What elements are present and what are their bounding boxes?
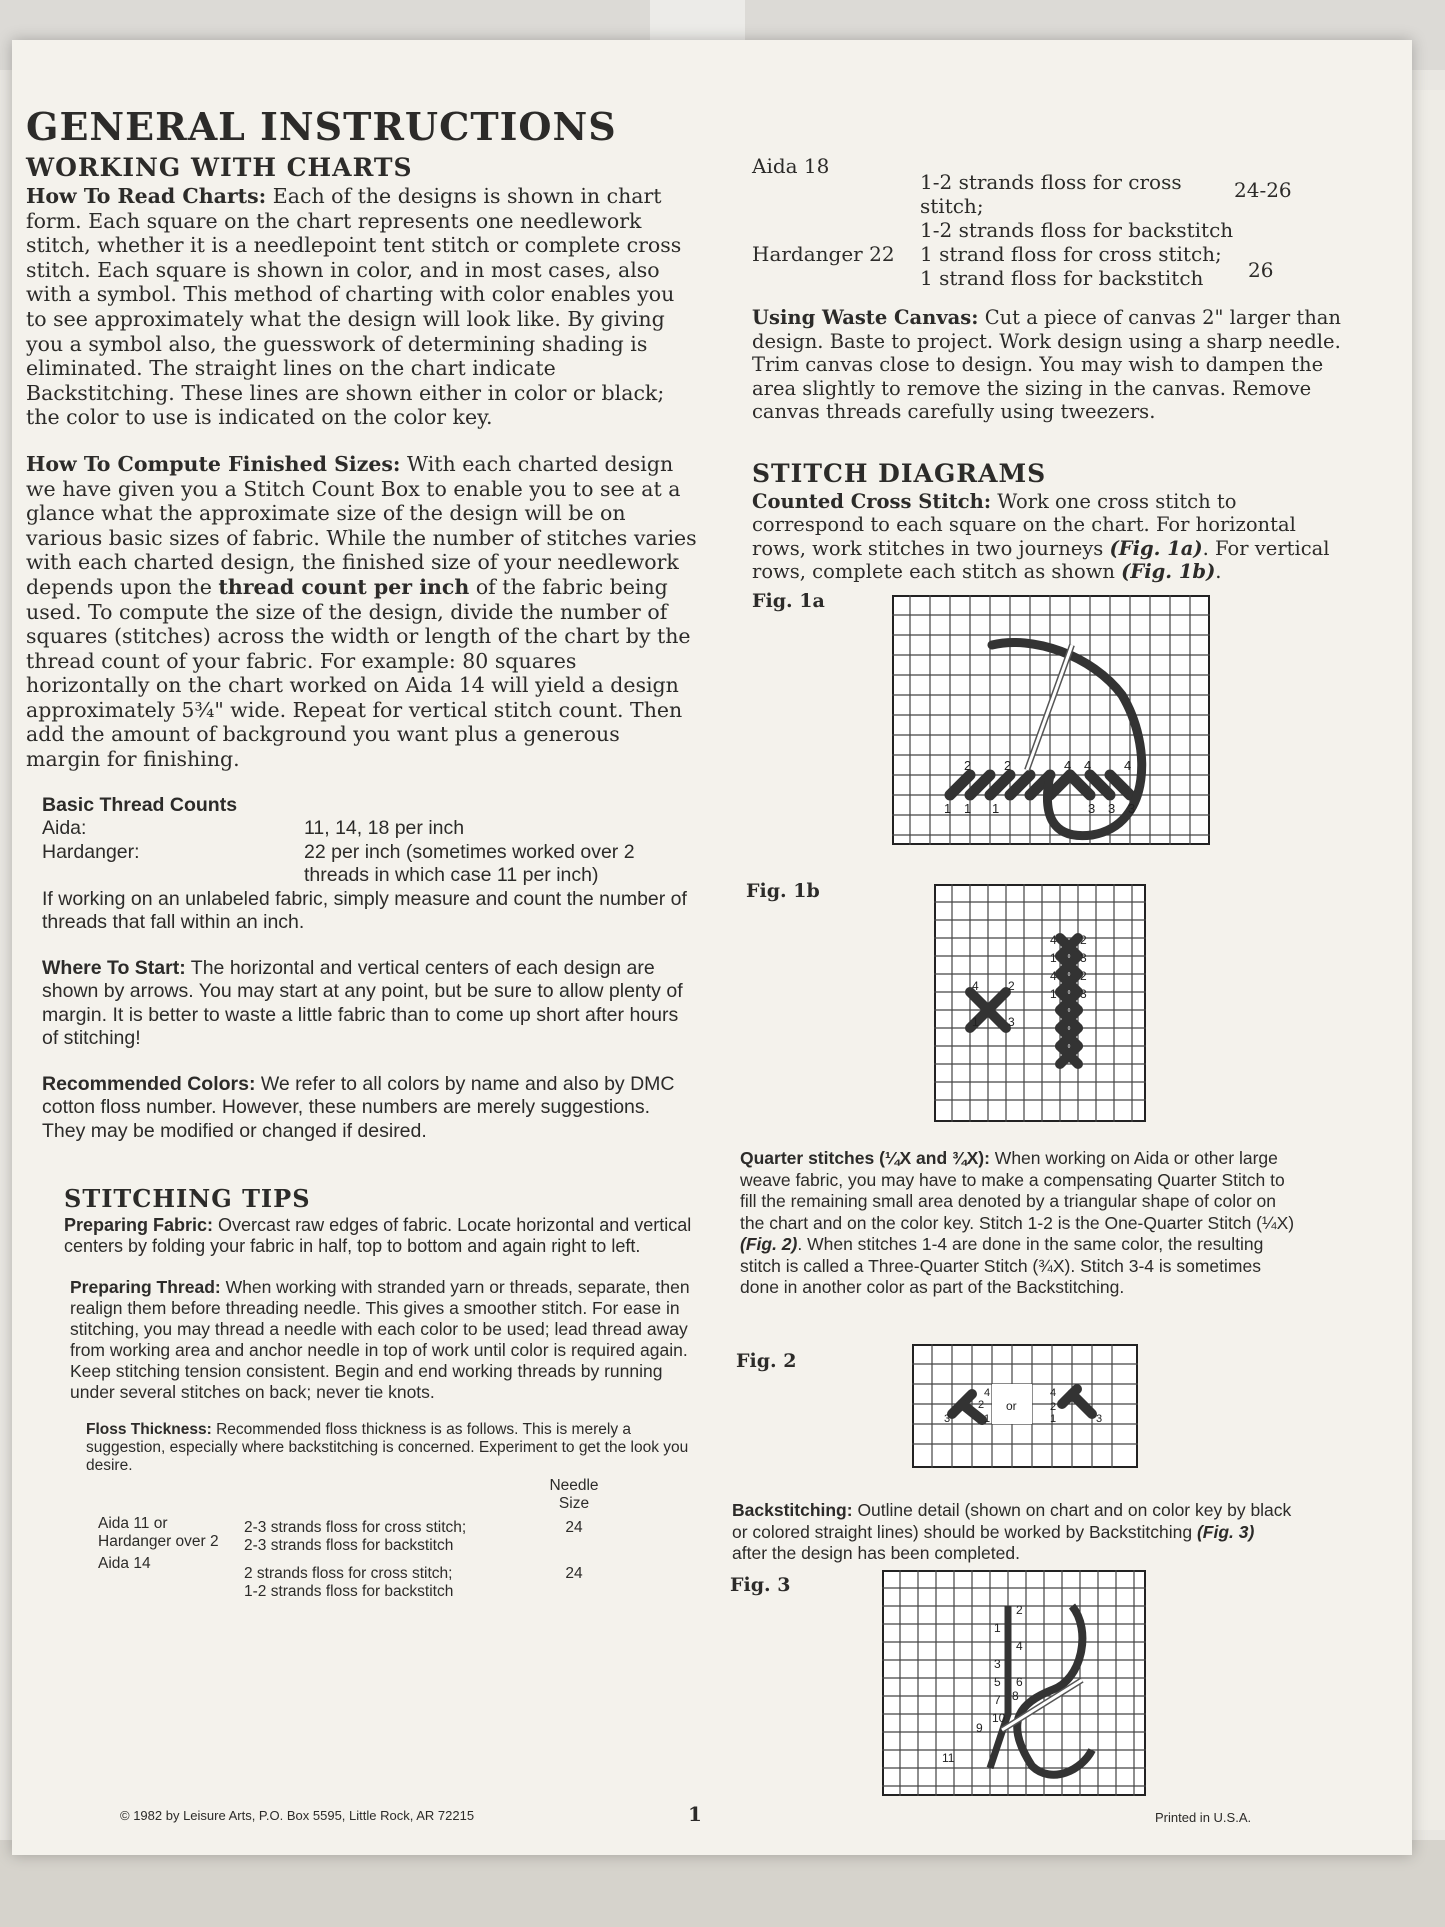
floss-fabric: Aida 11 or Hardanger over 2	[98, 1515, 219, 1551]
section-heading-stitch-diagrams: STITCH DIAGRAMS	[752, 458, 1047, 488]
floss-line: 2 strands floss for cross stitch;	[244, 1565, 453, 1583]
fig-1b-number: 2	[1008, 979, 1015, 993]
unlabeled-fabric-text: If working on an unlabeled fabric, simply measure and count the number of threads that fall within an inch.	[42, 887, 687, 934]
fig-2-diagram	[912, 1344, 1138, 1468]
floss-needle: 24	[565, 1565, 583, 1583]
section-heading-working-with-charts: WORKING WITH CHARTS	[26, 153, 413, 182]
floss-line: 2-3 strands floss for backstitch	[244, 1537, 454, 1555]
fig-2-or: or	[1006, 1399, 1017, 1413]
fig-2-number: 2	[1050, 1401, 1057, 1413]
fig-1a-number: 1	[992, 801, 1000, 816]
floss-fabric: Aida 18	[752, 154, 830, 178]
quarter-text-1: When working on Aida or other large weave fabric, you may have to make a compensating Quarter Stitch to fill the remaining small area denoted by a triangular shape of color on the chart and on the color key. Stitch 1-2 is the One-Quarter Stitch (¼X)	[740, 1148, 1295, 1233]
table-row	[42, 817, 684, 841]
fig-1a-diagram	[892, 595, 1210, 845]
quarter-text-2: . When stitches 1-4 are done in the same color, the resulting stitch is called a Three-Quarter Stitch (¾X). Stitch 3-4 is sometimes done in another color as part of the Backstitching.	[740, 1234, 1264, 1297]
quarter-label: Quarter stitches (¼X and ¾X):	[740, 1148, 990, 1168]
floss-line: 1 strand floss for cross stitch;	[920, 242, 1222, 266]
floss-line: 1 strand floss for backstitch	[920, 266, 1204, 290]
fig-2-number: 2	[978, 1399, 985, 1411]
fig-3-number: 9	[976, 1721, 983, 1735]
fig-3-number: 10	[992, 1711, 1006, 1725]
fig-3-number: 3	[994, 1657, 1001, 1671]
fig-2-number: 4	[984, 1387, 991, 1399]
back-text-1: Outline detail (shown on chart and on color key by black or colored straight lines) should be worked by Backstitching	[732, 1500, 1292, 1542]
fig-1b-number: 3	[1080, 951, 1087, 965]
floss-needle: 26	[1248, 258, 1274, 282]
left-column	[26, 102, 698, 1601]
fig-1b-number: 4	[972, 979, 979, 993]
start-label: Where To Start:	[42, 956, 186, 979]
compute-bold: thread count per inch	[218, 574, 470, 599]
fig-1b-number: 3	[1080, 987, 1087, 1001]
fig-1a-number: 2	[1004, 758, 1012, 773]
fig-2-number: 1	[984, 1413, 991, 1425]
fig-1b-number: 1	[1050, 987, 1057, 1001]
paragraph-floss-thickness	[64, 1421, 698, 1475]
fig-2-number: 3	[944, 1413, 951, 1425]
fig-3-number: 5	[994, 1675, 1001, 1689]
table-row	[98, 1513, 604, 1555]
fig-3-label: Fig. 3	[730, 1574, 791, 1596]
cross-text-1: Work one cross stitch to correspond to each square on the chart. For horizontal rows, work stitches in two journeys	[752, 489, 1296, 560]
floss-line: 1-2 strands floss for backstitch	[920, 218, 1234, 242]
back-text-2: after the design has been completed.	[732, 1543, 1020, 1563]
back-label: Backstitching:	[732, 1500, 853, 1520]
compute-label: How To Compute Finished Sizes:	[26, 451, 401, 476]
instruction-page	[12, 40, 1412, 1855]
waste-label: Using Waste Canvas:	[752, 306, 979, 329]
colors-label: Recommended Colors:	[42, 1072, 256, 1095]
floss-needle: 24-26	[1234, 178, 1292, 202]
table-row	[98, 1555, 604, 1601]
thread-count: 22 per inch (sometimes worked over 2 threads in which case 11 per inch)	[304, 840, 635, 887]
fig-3-diagram	[882, 1570, 1146, 1796]
table-row	[98, 1477, 604, 1513]
floss-fabric: Aida 14	[98, 1555, 151, 1573]
back-ref: (Fig. 3)	[1196, 1521, 1255, 1542]
stitching-tips-block	[26, 1183, 698, 1601]
fig-1b-label: Fig. 1b	[746, 880, 820, 902]
thread-fabric: Hardanger:	[42, 840, 140, 863]
floss-table-left	[98, 1477, 604, 1601]
fig-3-number: 6	[1016, 1675, 1023, 1689]
fig-2-number: 3	[1096, 1413, 1103, 1425]
fig-1a-number: 3	[1108, 801, 1116, 816]
thread-counts-block	[26, 794, 698, 1144]
fig-1a-number: 1	[964, 801, 972, 816]
paragraph-where-to-start	[42, 957, 698, 1051]
paragraph-waste-canvas	[752, 306, 1352, 424]
table-row	[752, 152, 1292, 242]
start-text: The horizontal and vertical centers of each design are shown by arrows. You may start at any point, but be sure to allow plenty of margin. It is better to waste a little fabric than to come up short after hours of stitching!	[42, 956, 683, 1050]
page-number: 1	[688, 1802, 702, 1826]
floss-fabric: Hardanger 22	[752, 242, 895, 266]
paragraph-preparing-thread	[64, 1277, 698, 1403]
floss-table-right	[752, 152, 1292, 290]
cross-text-2: . For vertical rows, complete each stitch as shown	[752, 536, 1330, 583]
thread-label: Preparing Thread:	[70, 1277, 221, 1298]
fig-1b-number: 3	[1008, 1015, 1015, 1029]
compute-text-1: With each charted design we have given you a Stitch Count Box to enable you to see at a glance what the approximate size of the design will be on various basic sizes of fabric. While the number of stitches varies with each charted design, the finished size of your needlework depends upon the	[26, 451, 697, 599]
fig-3-number: 11	[942, 1751, 955, 1765]
fig-1b-diagram	[934, 884, 1146, 1122]
fig-1b-number: 1	[1050, 951, 1057, 965]
paragraph-quarter-stitches	[740, 1148, 1300, 1299]
thread-count: 11, 14, 18 per inch	[304, 817, 465, 840]
floss-needle: 24	[565, 1519, 583, 1537]
fig-3-number: 7	[994, 1693, 1001, 1707]
right-column	[752, 152, 1352, 584]
fig-2-label: Fig. 2	[736, 1350, 797, 1372]
compute-text-2: of the fabric being used. To compute the size of the design, divide the number of squares (stitches) across the width or length of the chart by the thread count of your fabric. For example: 80 squares horizontally on the chart worked on Aida 14 will yield a design approximately 5¾" wide. Repeat for vertical stitch count. Then add the amount of background you want plus a generous margin for finishing.	[26, 574, 691, 772]
fig-1a-number: 3	[1088, 801, 1096, 816]
fig-1b-number: 2	[1080, 933, 1087, 947]
fig-1a-number: 4	[1064, 758, 1072, 773]
fig-1a-number: 4	[1124, 758, 1132, 773]
fig-1a-number: 2	[964, 758, 972, 773]
paragraph-read-charts	[26, 184, 698, 430]
floss-line: 2-3 strands floss for cross stitch;	[244, 1519, 467, 1537]
section-heading-stitching-tips: STITCHING TIPS	[64, 1184, 311, 1214]
fig-1a-number: 1	[944, 801, 952, 816]
read-charts-text: Each of the designs is shown in chart form. Each square on the chart represents one needlework stitch, whether it is a needlepoint tent stitch or complete cross stitch. Each square is shown in color, and in most cases, also with a symbol. This method of charting with color enables you to see approximately what the design will look like. By giving you a symbol also, the guesswork of determining shading is eliminated. The straight lines on the chart indicate Backstitching. These lines are shown either in color or black; the color to use is indicated on the color key.	[26, 184, 682, 430]
paragraph-compute-sizes	[26, 452, 698, 772]
paragraph-counted-cross-stitch	[752, 490, 1352, 584]
floss-text: Recommended floss thickness is as follows. This is merely a suggestion, especially where backstitching is concerned. Experiment to get the look you desire.	[86, 1421, 689, 1475]
quarter-ref: (Fig. 2)	[740, 1234, 798, 1254]
cross-ref-2: (Fig. 1b)	[1121, 560, 1216, 583]
paragraph-preparing-fabric	[64, 1215, 698, 1257]
fig-3-number: 4	[1016, 1639, 1023, 1653]
copyright-notice: © 1982 by Leisure Arts, P.O. Box 5595, Little Rock, AR 72215	[120, 1808, 475, 1823]
read-charts-label: How To Read Charts:	[26, 184, 267, 208]
fabric-text: Overcast raw edges of fabric. Locate horizontal and vertical centers by folding your fabric in half, top to bottom and again right to left.	[64, 1215, 692, 1257]
cross-text-3: .	[1215, 560, 1222, 583]
paragraph-backstitching	[732, 1500, 1292, 1565]
waste-text: Cut a piece of canvas 2" larger than design. Baste to project. Work design using a sharp needle. Trim canvas close to design. You may wish to dampen the area slightly to remove the sizing in the canvas. Remove canvas threads carefully using tweezers.	[752, 306, 1341, 423]
cross-label: Counted Cross Stitch:	[752, 489, 992, 513]
fabric-label: Preparing Fabric:	[64, 1215, 214, 1236]
thread-fabric: Aida:	[42, 817, 87, 840]
table-row	[752, 242, 1292, 290]
paragraph-recommended-colors	[42, 1073, 698, 1144]
thread-text: When working with stranded yarn or threads, separate, then realign them before threading needle. This gives a smoother stitch. For ease in stitching, you may thread a needle with each color to be used; lead thread away from working area and anchor needle in top of work until color is required again. Keep stitching tension consistent. Begin and end working threads by running under several stitches on back; never tie knots.	[70, 1277, 690, 1403]
printed-in-notice: Printed in U.S.A.	[1155, 1810, 1252, 1825]
page-title: GENERAL INSTRUCTIONS	[26, 104, 617, 149]
colors-text: We refer to all colors by name and also by DMC cotton floss number. However, these numbers are merely suggestions. They may be modified or changed if desired.	[42, 1072, 675, 1142]
floss-line: 1-2 strands floss for cross stitch;	[920, 170, 1182, 218]
fig-1b-number: 4	[1050, 933, 1057, 947]
fig-1b-number: 1	[972, 1015, 979, 1029]
fig-2-number: 1	[1050, 1413, 1057, 1425]
cross-ref-1: (Fig. 1a)	[1109, 536, 1203, 560]
fig-3-number: 8	[1012, 1689, 1019, 1703]
fig-1b-number: 2	[1080, 969, 1087, 983]
thread-counts-heading: Basic Thread Counts	[42, 793, 238, 816]
fig-3-number: 1	[994, 1621, 1001, 1635]
fig-1b-number: 4	[1050, 969, 1057, 983]
fig-3-number: 2	[1016, 1603, 1023, 1617]
fig-1a-number: 3	[1128, 801, 1136, 816]
needle-size-header: Needle Size	[549, 1477, 599, 1513]
fig-2-number: 4	[1050, 1387, 1057, 1399]
floss-label: Floss Thickness:	[86, 1421, 212, 1439]
table-row	[42, 841, 684, 888]
fig-1a-label: Fig. 1a	[752, 590, 825, 612]
fig-1a-number: 4	[1084, 758, 1092, 773]
thread-counts-table	[42, 817, 684, 888]
floss-line: 1-2 strands floss for backstitch	[244, 1583, 454, 1601]
